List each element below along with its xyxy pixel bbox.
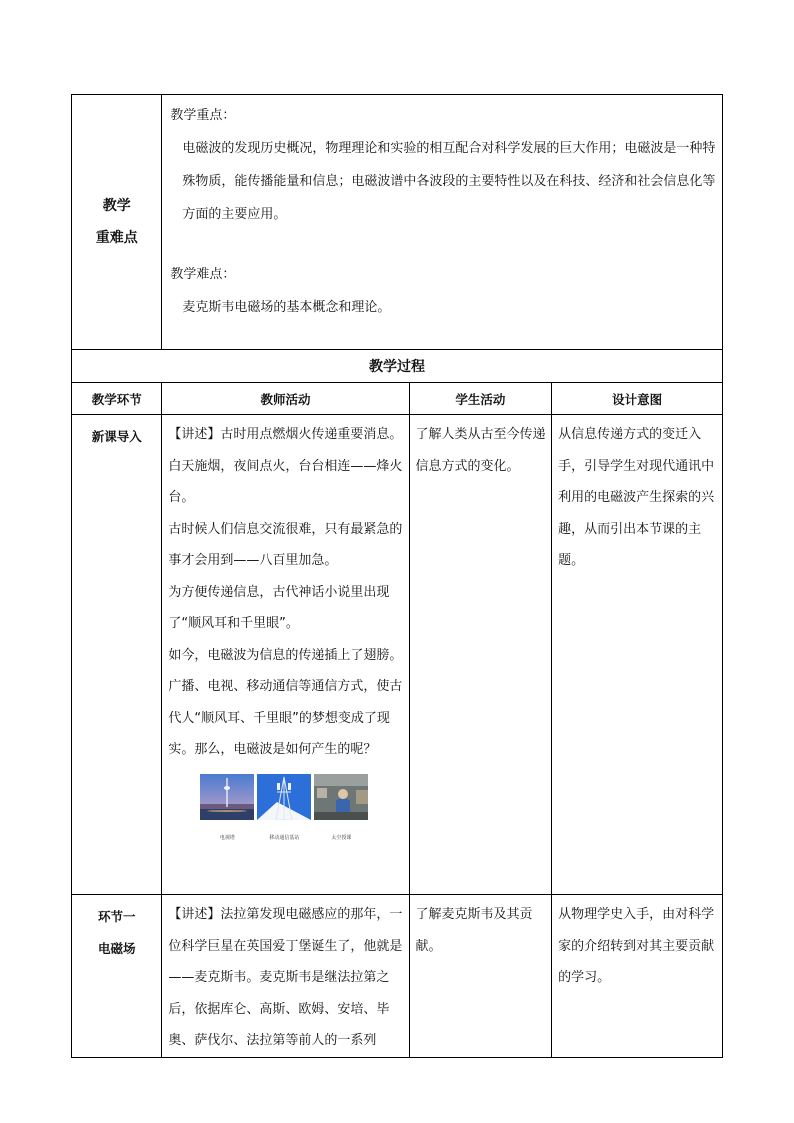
illustration-strip xyxy=(200,774,405,855)
teacher-paragraph: 古时候人们信息交流很难，只有最紧急的事才会用到——八百里加急。 xyxy=(168,521,403,568)
design-intent-cell: 从物理学史入手，由对科学家的介绍转到对其主要贡献的学习。 xyxy=(552,895,723,1058)
process-title: 教学过程 xyxy=(72,350,723,383)
student-activity-cell: 了解麦克斯韦及其贡献。 xyxy=(409,895,552,1058)
teacher-paragraph: 为方便传递信息，古代神话小说里出现了“顺风耳和千里眼”。 xyxy=(168,584,390,631)
teacher-activity-cell xyxy=(162,895,409,1058)
lesson-plan-table xyxy=(71,94,723,1058)
key-points-text: 电磁波的发现历史概况，物理理论和实验的相互配合对科学发展的巨大作用；电磁波是一种特殊物质，能传播能量和信息；电磁波谱中各波段的主要特性以及在科技、经济和社会信息化等方面的主要应用。 xyxy=(182,141,716,222)
student-activity-cell: 了解人类从古至今传递信息方式的变化。 xyxy=(409,415,552,895)
design-intent-cell: 从信息传递方式的变迁入手，引导学生对现代通讯中利用的电磁波产生探索的兴趣，从而引出本节课的主题。 xyxy=(552,415,723,895)
tv-tower-photo: 电视塔 xyxy=(200,774,254,855)
header-stage: 教学环节 xyxy=(72,383,162,415)
table-row xyxy=(72,415,723,895)
difficulty-row xyxy=(72,95,723,350)
difficult-points-title: 教学难点： xyxy=(170,267,236,282)
table-row xyxy=(72,895,723,1058)
space-station-photo: 太空授课 xyxy=(314,774,368,855)
header-intent: 设计意图 xyxy=(552,383,723,415)
header-student: 学生活动 xyxy=(409,383,552,415)
stage-cell: 新课导入 xyxy=(72,415,162,895)
stage-cell: 环节一 电磁场 xyxy=(72,895,162,1058)
header-row xyxy=(72,383,723,415)
key-points-title: 教学重点： xyxy=(170,108,236,123)
teacher-paragraph: 【讲述】古时用点燃烟火传递重要消息。白天施烟，夜间点火，台台相连——烽火台。 xyxy=(168,427,403,505)
difficult-points-text: 麦克斯韦电磁场的基本概念和理论。 xyxy=(182,300,391,315)
teacher-paragraph: 如今，电磁波为信息的传递插上了翅膀。广播、电视、移动通信等通信方式，使古代人“顺风耳、千里眼”的梦想变成了现实。那么，电磁波是如何产生的呢？ xyxy=(168,647,403,757)
header-teacher: 教师活动 xyxy=(162,383,409,415)
teacher-paragraph: 【讲述】法拉第发现电磁感应的那年，一位科学巨星在英国爱丁堡诞生了，他就是——麦克斯韦。麦克斯韦是继法拉第之后，依据库仑、高斯、欧姆、安培、毕奥、萨伐尔、法拉第等前人的一系列 xyxy=(168,907,403,1048)
teacher-activity-cell xyxy=(162,415,409,895)
difficulty-label: 教学 重难点 xyxy=(72,95,162,350)
difficulty-content xyxy=(162,95,723,350)
cell-tower-photo: 移动通信基站 xyxy=(257,774,311,855)
